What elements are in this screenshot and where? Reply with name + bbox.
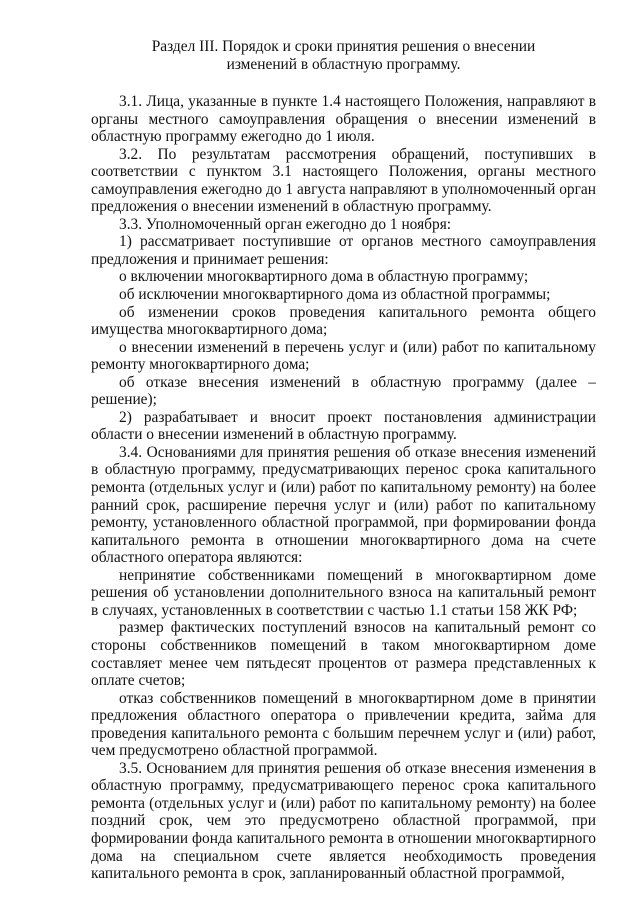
- paragraph-3-2: 3.2. По результатам рассмотрения обращений, поступивших в соответствии с пунктом 3.1 настоящего Положения, органы местного самоуправления ежегодно до 1 августа направляют в уполномоченный орган предложения о внесении изменений в областную программу.: [91, 145, 596, 216]
- heading-line-1: Раздел III. Порядок и сроки принятия решения о внесении: [151, 38, 536, 55]
- ground-item-3: отказ собственников помещений в многоквартирном доме в принятии предложения областного оператора о привлечении кредита, займа для проведения капитального ремонта с большим перечнем услуг и (или) работ, чем предусмотрено областной программой.: [91, 689, 596, 760]
- list-item-2: 2) разрабатывает и вносит проект постановления администрации области о внесении изменений в областную программу.: [91, 408, 596, 444]
- list-item-change-services: о внесении изменений в перечень услуг и (или) работ по капитальному ремонту многоквартирного дома;: [91, 338, 596, 374]
- paragraph-3-5: 3.5. Основанием для принятия решения об отказе внесения изменения в областную программу, предусматривающего перенос срока капитального ремонта (отдельных услуг и (или) работ по капитальному ремонту) на более поздний срок, чем это предусмотрено областной программой, при формировании фонда капитального ремонта в отношении многоквартирного дома на специальном счете является необходимость проведения капитального ремонта в срок, запланированный областной программой,: [91, 759, 596, 883]
- paragraph-3-1: 3.1. Лица, указанные в пункте 1.4 настоящего Положения, направляют в органы местного самоуправления обращения о внесении изменений в областную программу ежегодно до 1 июля.: [91, 93, 596, 146]
- section-heading: [91, 38, 596, 73]
- list-item-exclude: об исключении многоквартирного дома из областной программы;: [119, 286, 551, 304]
- heading-line-2: изменений в областную программу.: [226, 55, 461, 73]
- ground-item-2: размер фактических поступлений взносов на капитальный ремонт со стороны собственников помещений в таком многоквартирном доме составляет менее чем пятьдесят процентов от размера представленных к оплате счетов;: [91, 619, 596, 690]
- list-item-include: о включении многоквартирного дома в областную программу;: [119, 268, 529, 286]
- list-item-1: 1) рассматривает поступившие от органов местного самоуправления предложения и принимает решения:: [91, 233, 596, 268]
- paragraph-3-4: 3.4. Основаниями для принятия решения об отказе внесения изменений в областную программу, предусматривающих перенос срока капитального ремонта (отдельных услуг и (или) работ по капитальному ремонту) на более ранний срок, расширение перечня услуг и (или) работ по капитальному ремонту, установленного областной программой, при формировании фонда капитального ремонта в отношении многоквартирного дома на счете областного оператора являются:: [91, 443, 596, 567]
- list-item-change-terms: об изменении сроков проведения капитального ремонта общего имущества многоквартирного дома;: [91, 303, 596, 339]
- paragraph-3-3: 3.3. Уполномоченный орган ежегодно до 1 ноября:: [119, 215, 452, 233]
- ground-item-1: непринятие собственниками помещений в многоквартирном доме решения об установлении дополнительного взноса на капитальный ремонт в случаях, установленных в соответствии с частью 1.1 статьи 158 ЖК РФ;: [91, 566, 596, 619]
- document-body: [91, 38, 596, 883]
- list-item-refusal: об отказе внесения изменений в областную программу (далее – решение);: [91, 373, 596, 409]
